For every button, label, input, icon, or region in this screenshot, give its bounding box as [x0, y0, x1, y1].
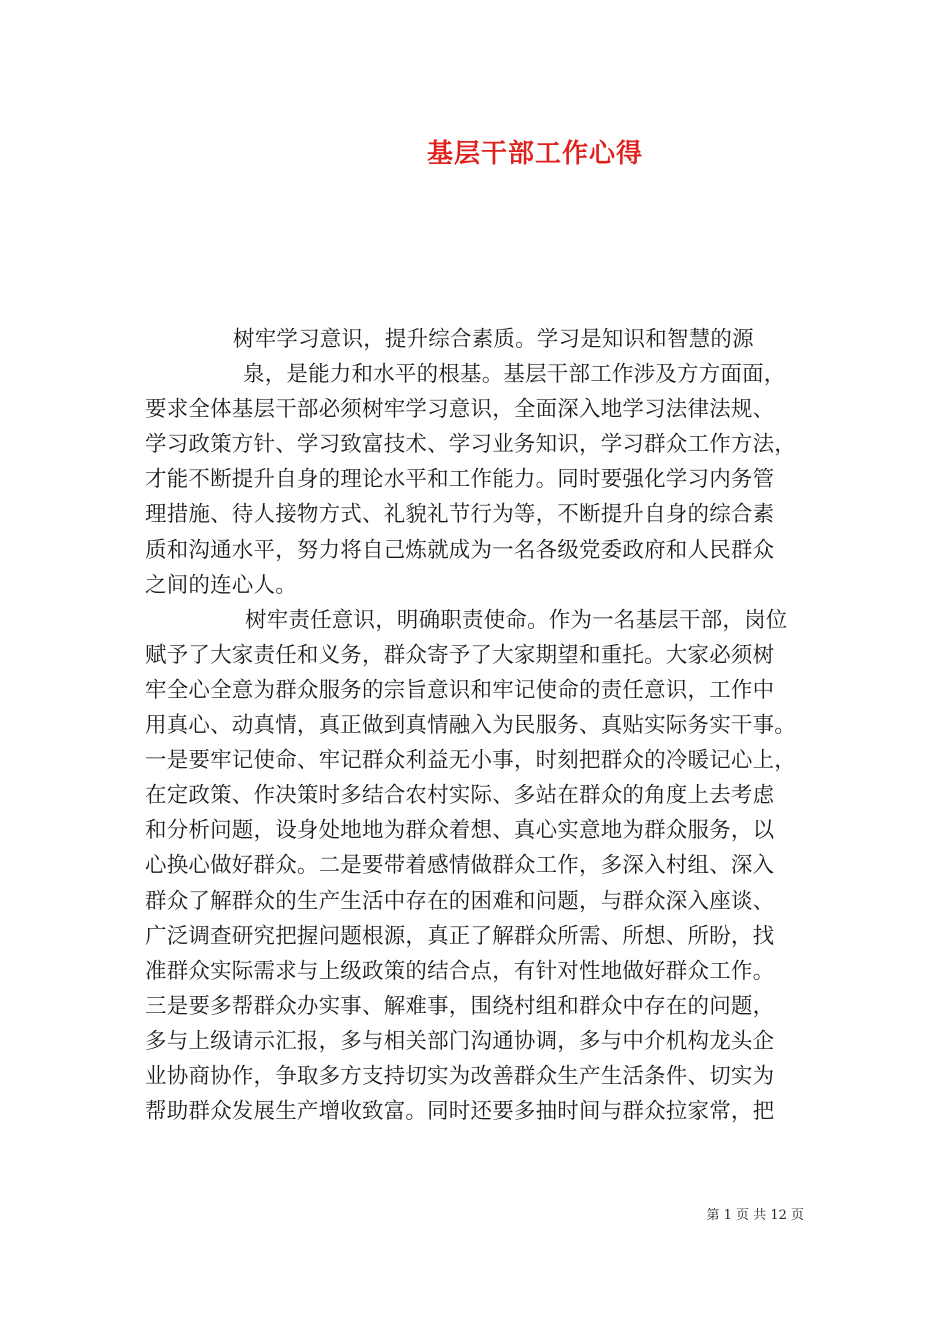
text-line: 帮助群众发展生产增收致富。同时还要多抽时间与群众拉家常，把: [145, 1099, 775, 1125]
text-line: 心换心做好群众。二是要带着感情做群众工作，多深入村组、深入: [145, 853, 775, 879]
document-body: [145, 322, 810, 1129]
text-line: 多与上级请示汇报，多与相关部门沟通协调，多与中介机构龙头企: [145, 1028, 775, 1054]
text-line: 业协商协作，争取多方支持切实为改善群众生产生活条件、切实为: [145, 1063, 775, 1089]
text-line: 用真心、动真情，真正做到真情融入为民服务、真贴实际务实干事。: [145, 713, 797, 739]
text-line: 树牢学习意识，提升综合素质。学习是知识和智慧的源: [233, 327, 754, 352]
text-line: 牢全心全意为群众服务的宗旨意识和牢记使命的责任意识，工作中: [145, 677, 775, 703]
text-line: 树牢责任意识，明确职责使命。作为一名基层干部，岗位: [245, 607, 788, 633]
text-line: 赋予了大家责任和义务，群众寄予了大家期望和重托。大家必须树: [145, 642, 775, 668]
text-line: 三是要多帮群众办实事、解难事，围绕村组和群众中存在的问题，: [145, 993, 775, 1019]
text-line: 群众了解群众的生产生活中存在的困难和问题，与群众深入座谈、: [145, 888, 775, 914]
text-line: 质和沟通水平，努力将自己炼就成为一名各级党委政府和人民群众: [145, 537, 775, 563]
text-line: 在定政策、作决策时多结合农村实际、多站在群众的角度上去考虑: [145, 783, 775, 809]
text-line: 和分析问题，设身处地地为群众着想、真心实意地为群众服务，以: [145, 818, 775, 844]
text-line: 准群众实际需求与上级政策的结合点，有针对性地做好群众工作。: [145, 958, 775, 984]
text-line: 学习政策方针、学习致富技术、学习业务知识，学习群众工作方法，: [145, 432, 797, 458]
document-title: 基层干部工作心得: [426, 139, 643, 169]
page-footer: 第 1 页 共 12 页: [706, 1208, 804, 1223]
text-line: 才能不断提升自身的理论水平和工作能力。同时要强化学习内务管: [145, 467, 775, 493]
text-line: 理措施、待人接物方式、礼貌礼节行为等，不断提升自身的综合素: [145, 502, 775, 528]
text-line: 要求全体基层干部必须树牢学习意识，全面深入地学习法律法规、: [145, 397, 775, 423]
text-line: 泉，是能力和水平的根基。基层干部工作涉及方方面面，: [243, 362, 786, 388]
text-line: 一是要牢记使命、牢记群众利益无小事，时刻把群众的冷暖记心上，: [145, 748, 797, 774]
text-line: 之间的连心人。: [145, 572, 297, 598]
text-line: 广泛调查研究把握问题根源，真正了解群众所需、所想、所盼，找: [145, 923, 775, 949]
